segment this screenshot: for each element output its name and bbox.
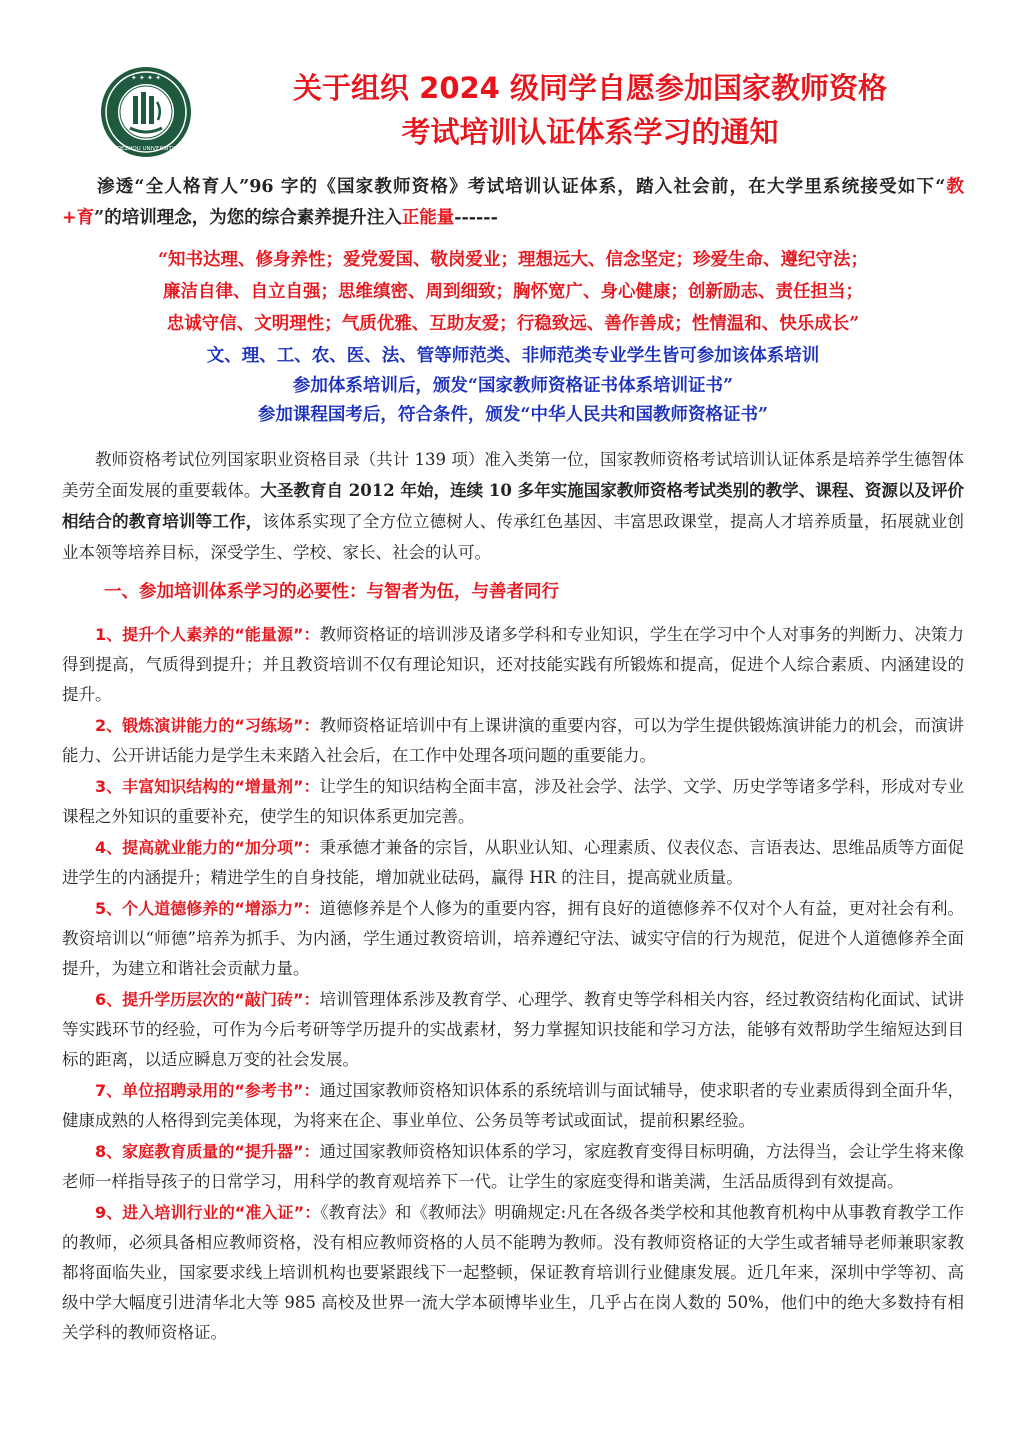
note-line: 参加体系培训后，颁发“国家教师资格证书体系培训证书” xyxy=(292,375,734,396)
overview-text-1: 教师资格考试位列国家职业资格目录（共计 139 项）准入类第一位，国家教师资格考试培训认证体系是培养学生德智体美劳全面发展的重要载体。 xyxy=(62,450,964,500)
list-item xyxy=(62,620,964,710)
item-body: 通过国家教师资格知识体系的学习，家庭教育变得目标明确，方法得当，会让学生将来像老师一样指导孩子的日常学习，用科学的教育观培养下一代。让学生的家庭变得和谐美满，生活品质得到有效提高。 xyxy=(62,1142,964,1191)
list-item xyxy=(62,1076,964,1136)
section-heading: 一、参加培训体系学习的必要性：与智者为伍，与善者同行 xyxy=(104,582,559,602)
item-body: 秉承德才兼备的宗旨，从职业认知、心理素质、仪表仪态、言语表达、思维品质等方面促进学生的内涵提升；精进学生的自身技能，增加就业砝码，赢得 HR 的注目，提高就业质量。 xyxy=(62,838,964,887)
item-heading: 6、提升学历层次的“敲门砖”： xyxy=(95,990,320,1009)
note-line: 参加课程国考后，符合条件，颁发“中华人民共和国教师资格证书” xyxy=(257,405,769,425)
intro-text-1: 渗透“全人格育人”96 字的《国家教师资格》考试培训认证体系，踏入社会前，在大学里系统接受如下“ xyxy=(97,177,946,197)
list-item xyxy=(62,772,964,832)
item-body: 教师资格证培训中有上课讲演的重要内容，可以为学生提供锻炼演讲能力的机会，而演讲能力、公开讲话能力是学生未来踏入社会后，在工作中处理各项问题的重要能力。 xyxy=(62,716,964,765)
item-heading: 2、锻炼演讲能力的“习练场”： xyxy=(95,716,320,735)
intro-text-3: ------ xyxy=(454,208,498,228)
item-body: 让学生的知识结构全面丰富，涉及社会学、法学、文学、历史学等诸多学科，形成对专业课程之外知识的重要补充，使学生的知识体系更加完善。 xyxy=(62,777,964,826)
item-body: 培训管理体系涉及教育学、心理学、教育史等学科相关内容，经过教资结构化面试、试讲等实践环节的经验，可作为今后考研等学历提升的实战素材，努力掌握知识技能和学习方法，能够有效帮助学生缩短达到目标的距离，以适应瞬息万变的社会发展。 xyxy=(62,990,964,1069)
list-item xyxy=(62,1198,964,1348)
overview-paragraph xyxy=(62,444,964,568)
motto-line: 忠诚守信、文明理性；气质优雅、互助友爱；行稳致远、善作善成；性情温和、快乐成长” xyxy=(166,314,860,334)
motto-line: 廉洁自律、自立自强；思维缜密、周到细致；胸怀宽广、身心健康；创新励志、责任担当； xyxy=(163,282,863,302)
item-heading: 7、单位招聘录用的“参考书”： xyxy=(95,1081,320,1100)
list-item xyxy=(62,833,964,893)
intro-paragraph xyxy=(62,172,964,234)
item-heading: 8、家庭教育质量的“提升器”： xyxy=(95,1142,320,1161)
list-item xyxy=(62,1137,964,1197)
note-line: 文、理、工、农、医、法、管等师范类、非师范类专业学生皆可参加该体系培训 xyxy=(206,346,820,366)
university-seal-icon xyxy=(100,66,192,158)
motto-line: “知书达理、修身养性；爱党爱国、敬岗爱业；理想远大、信念坚定；珍爱生命、遵纪守法； xyxy=(157,250,869,270)
svg-text:✦ ✦ ✦ ✦: ✦ ✦ ✦ ✦ xyxy=(130,74,162,82)
list-item xyxy=(62,711,964,771)
item-heading: 5、个人道德修养的“增添力”： xyxy=(95,899,320,918)
item-body: 《教育法》和《教师法》明确规定:凡在各级各类学校和其他教育机构中从事教育教学工作的教师，必须具备相应教师资格，没有相应教师资格的人员不能聘为教师。没有教师资格证的大学生或者辅导老师兼职家教都将面临失业，国家要求线上培训机构也要紧跟线下一起整顿，保证教育培训行业健康发展。近几年来，深圳中学等初、高级中学大幅度引进清华北大等 985 高校及世界一流大学本硕博毕业生，几乎占在岗人数的 50%，他们中的绝大多数持有相关学科的教师资格证。 xyxy=(62,1203,964,1342)
intro-highlight-2: 正能量 xyxy=(401,208,455,228)
item-body: 道德修养是个人修为的重要内容，拥有良好的道德修养不仅对个人有益，更对社会有利。教资培训以“师德”培养为抓手、为内涵，学生通过教资培训，培养遵纪守法、诚实守信的行为规范，促进个人道德修养全面提升，为建立和谐社会贡献力量。 xyxy=(62,899,964,978)
item-list xyxy=(62,620,964,1349)
item-body: 教师资格证的培训涉及诸多学科和专业知识，学生在学习中个人对事务的判断力、决策力得到提高，气质得到提升；并且教资培训不仅有理论知识，还对技能实践有所锻炼和提高，促进个人综合素质、内涵建设的提升。 xyxy=(62,625,964,704)
item-heading: 4、提高就业能力的“加分项”： xyxy=(95,838,320,857)
title-line-2: 考试培训认证体系学习的通知 xyxy=(401,115,779,149)
title-line-1: 关于组织 2024 级同学自愿参加国家教师资格 xyxy=(293,71,887,105)
intro-text-2: ”的培训理念，为您的综合素养提升注入 xyxy=(94,208,402,228)
item-heading: 3、丰富知识结构的“增量剂”： xyxy=(95,777,320,796)
intro-highlight-1: 教+育 xyxy=(62,177,965,228)
header xyxy=(100,60,980,160)
page-title xyxy=(200,66,980,154)
list-item xyxy=(62,894,964,984)
item-heading: 9、进入培训行业的“准入证”： xyxy=(95,1203,321,1222)
notes-block xyxy=(62,342,964,431)
item-heading: 1、提升个人素养的“能量源”： xyxy=(95,625,320,644)
motto-block xyxy=(62,244,964,340)
overview-bold: 大圣教育自 2012 年始，连续 10 多年实施国家教师资格考试类别的教学、课程、资源以及评价相结合的教育培训等工作， xyxy=(62,481,964,531)
overview-text-2: 该体系实现了全方位立德树人、传承红色基因、丰富思政课堂，提高人才培养质量，拓展就业创业本领等培养目标，深受学生、学校、家长、社会的认可。 xyxy=(62,512,965,562)
logo-text: DEZHOU UNIVERSITY xyxy=(116,146,176,152)
item-body: 通过国家教师资格知识体系的系统培训与面试辅导，使求职者的专业素质得到全面升华，健康成熟的人格得到完美体现，为将来在企、事业单位、公务员等考试或面试，提前积累经验。 xyxy=(62,1081,964,1130)
list-item xyxy=(62,985,964,1075)
